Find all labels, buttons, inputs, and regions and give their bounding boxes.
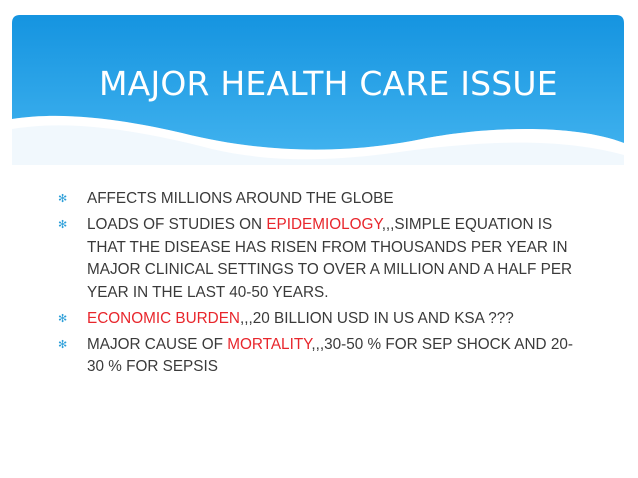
bullet-text: ,,,30-50 % FOR SEP SHOCK AND 20-30 % FOR SEPSIS bbox=[87, 335, 573, 375]
bullet-text: LOADS OF STUDIES ON bbox=[87, 216, 267, 233]
list-item bbox=[58, 334, 578, 379]
highlight-text: MORTALITY bbox=[227, 335, 312, 353]
bullet-list bbox=[58, 188, 578, 379]
highlight-text: ECONOMIC BURDEN bbox=[87, 309, 240, 327]
bullet-text: ,,,20 BILLION USD IN US AND KSA ??? bbox=[239, 309, 514, 327]
list-item bbox=[58, 214, 578, 304]
title-banner bbox=[12, 15, 624, 165]
bullet-text: MAJOR CAUSE OF bbox=[87, 335, 228, 353]
asterisk-bullet-icon: ✻ bbox=[58, 312, 68, 325]
bullet-text: AFFECTS MILLIONS AROUND THE GLOBE bbox=[87, 190, 394, 207]
asterisk-bullet-icon: ✻ bbox=[58, 193, 68, 205]
page-title: MAJOR HEALTH CARE ISSUE bbox=[99, 64, 558, 103]
asterisk-bullet-icon: ✻ bbox=[58, 338, 68, 351]
bullet-text: ,,,SIMPLE EQUATION IS THAT THE DISEASE HAS RISEN FROM THOUSANDS PER YEAR IN MAJOR CLINICAL SETTINGS TO OVER A MILLION AND A HALF PER YEAR IN THE LAST 40-50 YEARS. bbox=[87, 216, 573, 301]
list-item bbox=[58, 188, 578, 211]
list-item bbox=[58, 308, 578, 331]
highlight-text: EPIDEMIOLOGY bbox=[266, 216, 382, 233]
asterisk-bullet-icon: ✻ bbox=[58, 219, 68, 231]
